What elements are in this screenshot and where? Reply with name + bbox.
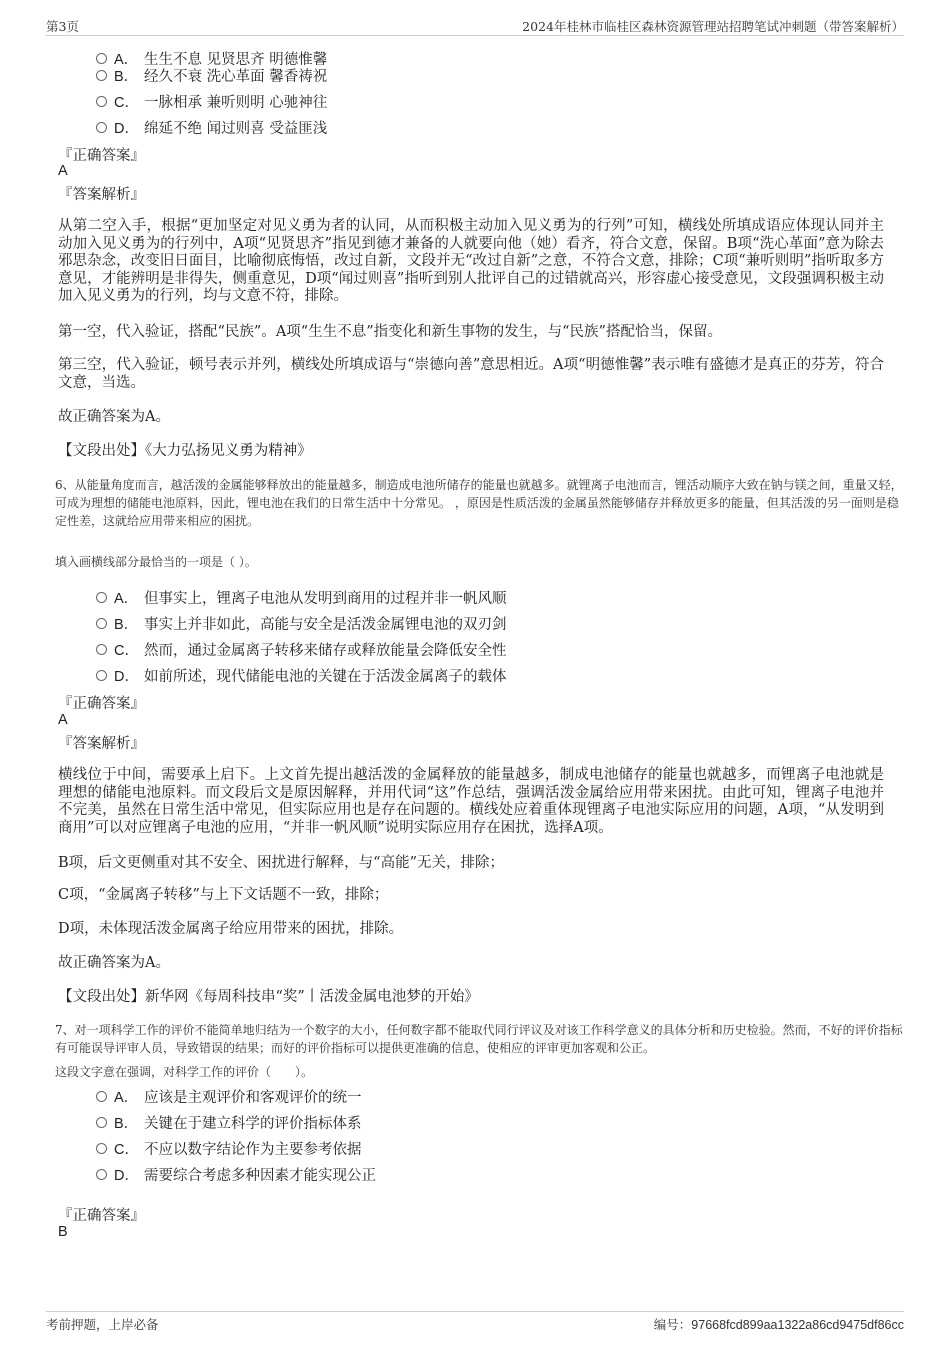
q6-analysis-label: 『答案解析』 <box>58 736 145 752</box>
page-footer <box>46 1311 904 1332</box>
radio-button[interactable] <box>96 1117 107 1128</box>
radio-button[interactable] <box>96 670 107 681</box>
q5-answer-label: 『正确答案』 <box>58 148 145 164</box>
q7-answer: B <box>58 1224 68 1240</box>
footer-slogan: 考前押题，上岸必备 <box>46 1317 159 1332</box>
q5-analysis-paragraph: 第三空，代入验证，顿号表示并列，横线处所填成语与“崇德向善”意思相近。A项“明德惟馨”表示唯有盛德才是真正的芬芳，符合文意，当选。 <box>58 357 884 391</box>
radio-button[interactable] <box>96 70 107 81</box>
q7-answer-label: 『正确答案』 <box>58 1208 145 1224</box>
q7-prompt: 这段文字意在强调，对科学工作的评价（ ）。 <box>55 1065 314 1079</box>
code-value: 97668fcd899aa1322a86cd9475df86cc <box>691 1318 904 1332</box>
footer-code <box>654 1315 904 1333</box>
page-number: 第3页 <box>46 19 79 34</box>
q7-stem: 7、对一项科学工作的评价不能简单地归结为一个数字的大小，任何数字都不能取代同行评议及对该工作科学意义的具体分析和历史检验。然而，不好的评价指标有可能误导评审人员，导致错误的结果；而好的评价指标可以提供更准确的信息，使相应的评审更加客观和公正。 <box>55 1023 903 1055</box>
q5-source: 【文段出处】《大力弘扬见义勇为精神》 <box>58 443 312 459</box>
q6-prompt: 填入画横线部分最恰当的一项是（ ）。 <box>55 555 257 569</box>
q5-analysis-paragraph: 故正确答案为A。 <box>58 409 170 425</box>
radio-button[interactable] <box>96 644 107 655</box>
radio-button[interactable] <box>96 1169 107 1180</box>
radio-button[interactable] <box>96 53 107 64</box>
document-title: 2024年桂林市临桂区森林资源管理站招聘笔试冲刺题（带答案解析） <box>522 19 904 34</box>
code-label: 编号： <box>653 1317 692 1332</box>
radio-button[interactable] <box>96 618 107 629</box>
q6-stem: 6、从能量角度而言，越活泼的金属能够释放出的能量越多，制造成电池所储存的能量也就越多。就锂离子电池而言，锂活动顺序大致在钠与镁之间，重量又轻，可成为理想的储能电池原料，因此，锂电池在我们的日常生活中十分常见。 ，原因是性质活泼的金属虽然能够储存并释放更多的能量，但其活泼的另一面则是稳定性差，这就给应用带来相应的困扰。 <box>55 478 903 528</box>
q6-answer-label: 『正确答案』 <box>58 696 145 712</box>
radio-button[interactable] <box>96 592 107 603</box>
q5-analysis-label: 『答案解析』 <box>58 187 145 203</box>
q5-answer: A <box>58 163 68 179</box>
q5-analysis-paragraph: 第一空，代入验证，搭配“民族”。A项“生生不息”指变化和新生事物的发生，与“民族”搭配恰当，保留。 <box>58 324 722 340</box>
radio-button[interactable] <box>96 1091 107 1102</box>
q6-source: 【文段出处】新华网《每周科技串“奖”丨活泼金属电池梦的开始》 <box>58 989 479 1005</box>
radio-button[interactable] <box>96 1143 107 1154</box>
q6-answer: A <box>58 712 68 728</box>
q6-analysis-paragraph: C项，“金属离子转移”与上下文话题不一致，排除； <box>58 887 389 903</box>
q5-analysis-paragraph: 从第二空入手，根据“更加坚定对见义勇为者的认同，从而积极主动加入见义勇为的行列”可知，横线处所填成语应体现认同并主动加入见义勇为的行列中，A项“见贤思齐”指见到德才兼备的人就要向他（她）看齐，符合文意，保留。B项“洗心革面”意为除去邪思杂念，改变旧日面目，比喻彻底悔悟，改过自新，文段并无“改过自新”之意，不符合文意，排除；C项“兼听则明”指听取多方意见，才能辨明是非得失，侧重意见，D项“闻过则喜”指听到别人批评自己的过错就高兴，形容虚心接受意见，文段强调积极主动加入见义勇为的行列，均与文意不符，排除。 <box>58 218 884 304</box>
radio-button[interactable] <box>96 96 107 107</box>
q6-analysis-paragraph: 故正确答案为A。 <box>58 955 170 971</box>
page-header <box>46 15 904 36</box>
radio-button[interactable] <box>96 122 107 133</box>
q6-analysis-paragraph: D项，未体现活泼金属离子给应用带来的困扰，排除。 <box>58 921 404 937</box>
q6-analysis-paragraph: B项，后文更侧重对其不安全、困扰进行解释，与“高能”无关，排除； <box>58 855 504 871</box>
q6-analysis-paragraph: 横线位于中间，需要承上启下。上文首先提出越活泼的金属释放的能量越多，制成电池储存的能量也就越多，而锂离子电池就是理想的储能电池原料。而文段后文是原因解释，并用代词“这”作总结，强调活泼金属给应用带来困扰。由此可知，锂离子电池并不完美，虽然在日常生活中常见，但实际应用也是存在问题的。横线处应着重体现锂离子电池实际应用的问题，A项，“从发明到商用”可以对应锂离子电池的应用，“并非一帆风顺”说明实际应用存在困扰，选择A项。 <box>58 767 884 836</box>
